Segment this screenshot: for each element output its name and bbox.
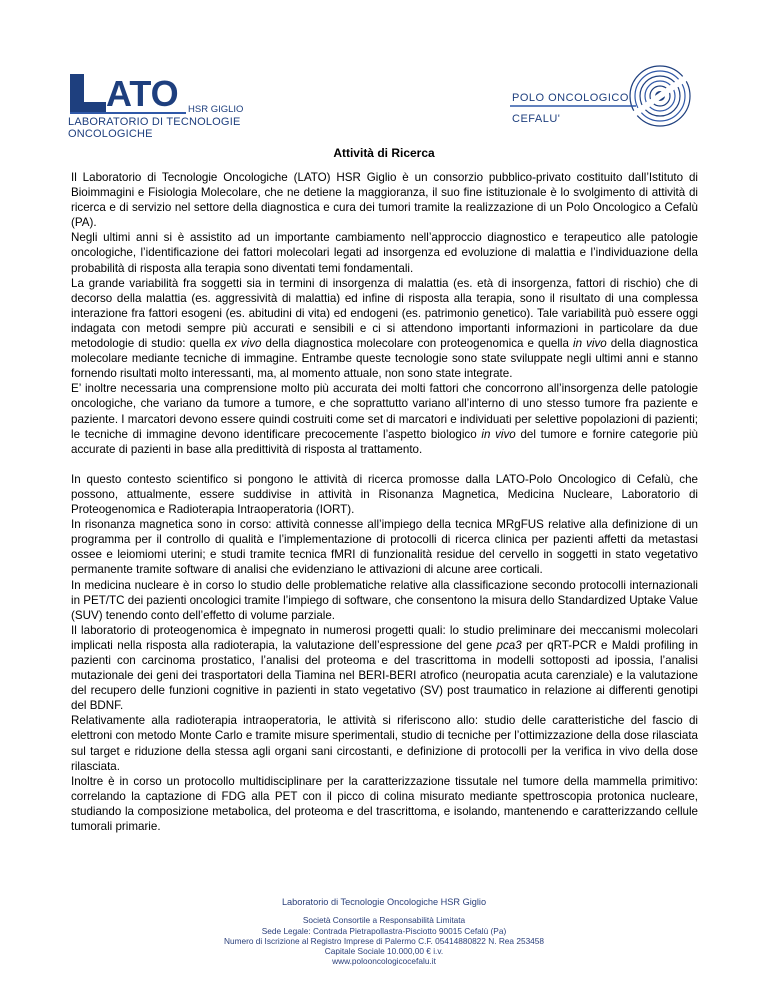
paragraph — [71, 230, 698, 275]
document-body — [71, 170, 698, 834]
polo-city: CEFALU' — [512, 113, 561, 125]
italic-term: in vivo — [573, 337, 607, 351]
text-run: Il laboratorio di proteogenomica è impegnato in numerosi progetti quali: lo studio preliminare dei meccanismi molecolari implicati nella risposta alla radioterapia, la valutazione dell’espressione del gene — [71, 623, 698, 652]
footer-org: Laboratorio di Tecnologie Oncologiche HSR Giglio — [281, 897, 487, 907]
text-run: In questo contesto scientifico si pongono le attività di ricerca promosse dalla LATO-Polo Oncologico di Cefalù, che possono, attualmente, essere suddivise in attività in Risonanza Magnetica, Medicina Nucleare, Laboratorio di Proteogenomica e Radioterapia Intraoperatoria (IORT). — [71, 472, 698, 517]
text-run: Inoltre è in corso un protocollo multidisciplinare per la caratterizzazione tissutale nel tumore della mammella primitivo: correlando la captazione di FDG alla PET con il picco di colina misurato mediante spettroscopia protonica nucleare, studiando la composizione metabolica, del proteoma e del trascrittoma, e isolando, mantenendo e caratterizzando cellule tumorali primarie. — [71, 774, 698, 834]
text-run: In medicina nucleare è in corso lo studio delle problematiche relative alla classificazione secondo protocolli internazionali in PET/TC dei pazienti oncologici tramite l’impiego di software, che consentono la misura dello Standardized Uptake Value (SUV) tenendo conto dell’effetto di volume parziale. — [71, 578, 698, 622]
text-run: E’ inoltre necessaria una comprensione molto più accurata dei molti fattori che concorrono all’insorgenza delle patologie oncologiche, che variano da tumore a tumore, e che soprattutto variano all’interno di uno stesso tumore fra paziente e paziente. I marcatori devono essere quindi costruiti come set di marcatori e individuati per selettive popolazioni di pazienti; le tecniche di immagine devono identificare precocemente l’aspetto biologico — [71, 382, 698, 441]
footer-line: Numero di Iscrizione al Registro Imprese di Palermo C.F. 05414880822 N. Rea 253458 — [223, 935, 545, 946]
lato-logo-graphic — [68, 72, 308, 116]
lato-subtitle — [68, 116, 240, 140]
paragraph — [71, 170, 698, 230]
italic-term: pca3 — [496, 638, 522, 652]
document-title: Attività di Ricerca — [333, 146, 435, 160]
italic-term: ex vivo — [224, 337, 262, 351]
paragraph — [71, 774, 698, 834]
polo-oncologico-logo — [510, 60, 700, 135]
paragraph — [71, 517, 698, 577]
text-run: In risonanza magnetica sono in corso: attività connesse all’impiego della tecnica MRgFUS relative alla definizione di un programma per il controllo di qualità e l’implementazione di protocolli di ricerca clinica per pazienti affetti da metastasi ossee e leiomiomi uterini; e studi tramite tecnica fMRI di funzionalità residue del cervello in soggetti in stato vegetativo permanente tramite software di analisi che evidenziano le attivazioni di alcune aree corticali. — [71, 518, 698, 577]
text-run: della diagnostica molecolare mediante tecniche di immagine. Entrambe queste tecnologie sono state sviluppate negli ultimi anni e stanno fornendo risultati molto interessanti, ma, al momento attuale, non sono state integrate. — [71, 337, 698, 381]
lato-subtitle-line2: ONCOLOGICHE — [68, 128, 153, 140]
lato-logo — [68, 72, 308, 142]
lato-wordmark: ATO — [106, 73, 179, 114]
paragraph — [71, 578, 698, 623]
text-run: Relativamente alla radioterapia intraoperatoria, le attività si riferiscono allo: studio delle caratteristiche del fascio di elettroni con metodo Monte Carlo e tramite misure sperimentali, studio di tecniche per l’ottimizzazione della dose rilasciata sul target e riduzione della stessa agli organi sani circostanti, e definizione di protocolli per la verifica in vivo della dose rilasciata. — [71, 714, 698, 773]
lato-logo-tag: HSR GIGLIO — [188, 104, 244, 115]
paragraph — [71, 381, 698, 456]
text-run: della diagnostica molecolare con proteogenomica e quella — [261, 337, 573, 351]
footer-line: Sede Legale: Contrada Pietrapollastra-Pisciotto 90015 Cefalù (Pa) — [261, 925, 507, 936]
polo-name: POLO ONCOLOGICO — [512, 92, 629, 104]
footer-website: www.polooncologicocefalu.it — [332, 956, 436, 967]
italic-term: in vivo — [481, 427, 516, 441]
footer-line: Capitale Sociale 10.000,00 € i.v. — [324, 946, 444, 957]
text-run: Il Laboratorio di Tecnologie Oncologiche (LATO) HSR Giglio è un consorzio pubblico-privato costituito dall’Istituto di Bioimmagini e Fisiologia Molecolare, che ne detiene la maggioranza, il suo fine istituzionale è lo svolgimento di attività di ricerca e di servizio nel settore della diagnostica e cura dei tumori tramite la realizzazione di un Polo Oncologico a Cefalù (PA). — [71, 171, 698, 230]
footer-line: Società Consortile a Responsabilità Limitata — [302, 915, 466, 926]
text-run: La grande variabilità fra soggetti sia in termini di insorgenza di malattia (es. età di insorgenza, fattori di rischio) che di decorso della malattia (es. aggressività di malattia) ed infine di risposta alla terapia, sono il risultato di una complessa interazione fra fattori esogeni (es. abitudini di vita) ed endogeni (es. patrimonio genetico). Tale variabilità può essere oggi indagata con metodi sempre più accurati e sensibili e ci si attendono importanti informazioni in particolare da due metodologie di studio: quella — [71, 276, 698, 351]
paragraph — [71, 713, 698, 773]
paragraph — [71, 276, 698, 382]
footer — [0, 897, 768, 967]
paragraph — [71, 472, 698, 517]
text-run: del tumore e fornire categorie più accurate di pazienti in base alla predittività di risposta al trattamento. — [71, 427, 699, 456]
text-run: per qRT-PCR e Maldi profiling in pazienti con carcinoma prostatico, l’analisi del proteoma e del trascrittoma in modelli sottoposti ad ipossia, l’analisi mutazionale dei geni dei trasportatori della Tiamina nel BERI-BERI atrofico (neuropatia acuta carenziale) e la valutazione del recupero delle funzioni cognitive in pazienti in stato vegetativo (SV) post traumatico in relazione ai differenti genotipi del BDNF. — [71, 638, 698, 713]
text-run: Negli ultimi anni si è assistito ad un importante cambiamento nell’approccio diagnostico e terapeutico alle patologie oncologiche, l’identificazione dei fattori molecolari legati ad insorgenza ed evoluzione di malattia e l’individuazione della probabilità di risposta alla terapia sono diventati temi fondamentali. — [71, 231, 698, 275]
paragraph — [71, 623, 698, 714]
lato-subtitle-line1: LABORATORIO DI TECNOLOGIE — [68, 116, 241, 128]
